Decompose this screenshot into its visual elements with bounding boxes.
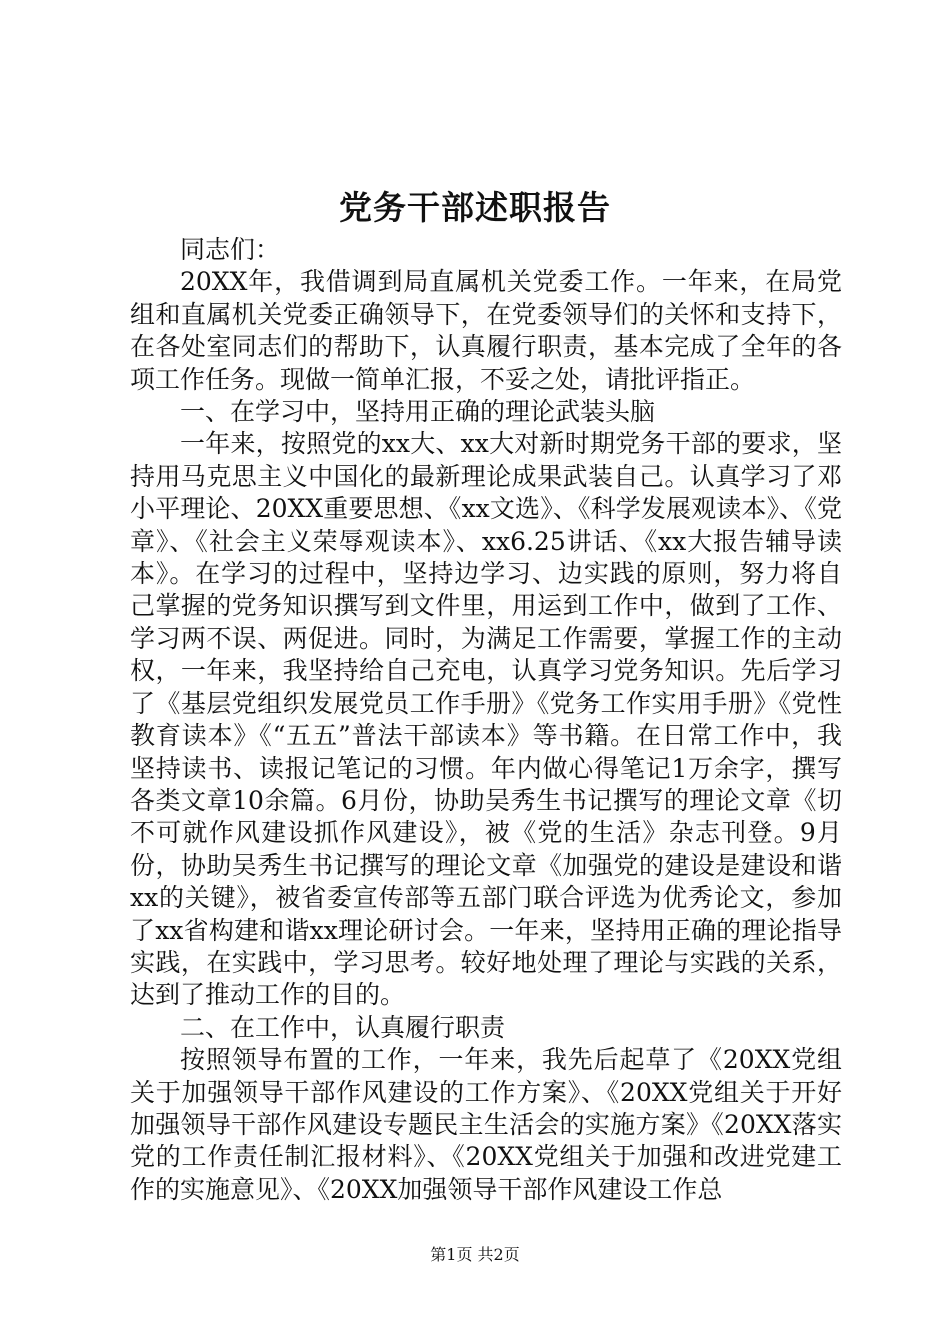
page-number-footer: 第1页 共2页 <box>430 1245 520 1264</box>
section-2-paragraph: 按照领导布置的工作，一年来，我先后起草了《20XX党组关于加强领导干部作风建设的工作方案》、《20XX党组关于开好加强领导干部作风建设专题民主生活会的实施方案》《20XX落实党的工作责任制汇报材料》、《20XX党组关于加强和改进党建工作的实施意见》、《20XX加强领导干部作风建设工作总 <box>130 1045 842 1204</box>
section-heading-2: 二、在工作中，认真履行职责 <box>180 1012 506 1042</box>
intro-paragraph: 20XX年，我借调到局直属机关党委工作。一年来，在局党组和直属机关党委正确领导下，在党委领导们的关怀和支持下，在各处室同志们的帮助下，认真履行职责，基本完成了全年的各项工作任务。现做一简单汇报，不妥之处，请批评指正。 <box>130 267 842 394</box>
section-1-paragraph: 一年来，按照党的xx大、xx大对新时期党务干部的要求，坚持用马克思主义中国化的最新理论成果武装自己。认真学习了邓小平理论、20XX重要思想、《xx文选》、《科学发展观读本》、《党章》、《社会主义荣辱观读本》、xx6.25讲话、《xx大报告辅导读本》。在学习的过程中，坚持边学习、边实践的原则，努力将自己掌握的党务知识撰写到文件里，用运到工作中，做到了工作、学习两不误、两促进。同时，为满足工作需要，掌握工作的主动权，一年来，我坚持给自己充电，认真学习党务知识。先后学习了《基层党组织发展党员工作手册》《党务工作实用手册》《党性教育读本》《“五五”普法干部读本》等书籍。在日常工作中，我坚持读书、读报记笔记的习惯。年内做心得笔记1万余字，撰写各类文章10余篇。6月份，协助吴秀生书记撰写的理论文章《切不可就作风建设抓作风建设》，被《党的生活》杂志刊登。9月份，协助吴秀生书记撰写的理论文章《加强党的建设是建设和谐xx的关键》，被省委宣传部等五部门联合评选为优秀论文，参加了xx省构建和谐xx理论研讨会。一年来，坚持用正确的理论指导实践，在实践中，学习思考。较好地处理了理论与实践的关系，达到了推动工作的目的。 <box>130 429 842 1010</box>
document-body <box>130 234 842 1206</box>
document-title: 党务干部述职报告 <box>339 188 611 227</box>
salutation: 同志们： <box>180 235 281 264</box>
section-heading-1: 一、在学习中，坚持用正确的理论武装头脑 <box>180 397 656 427</box>
